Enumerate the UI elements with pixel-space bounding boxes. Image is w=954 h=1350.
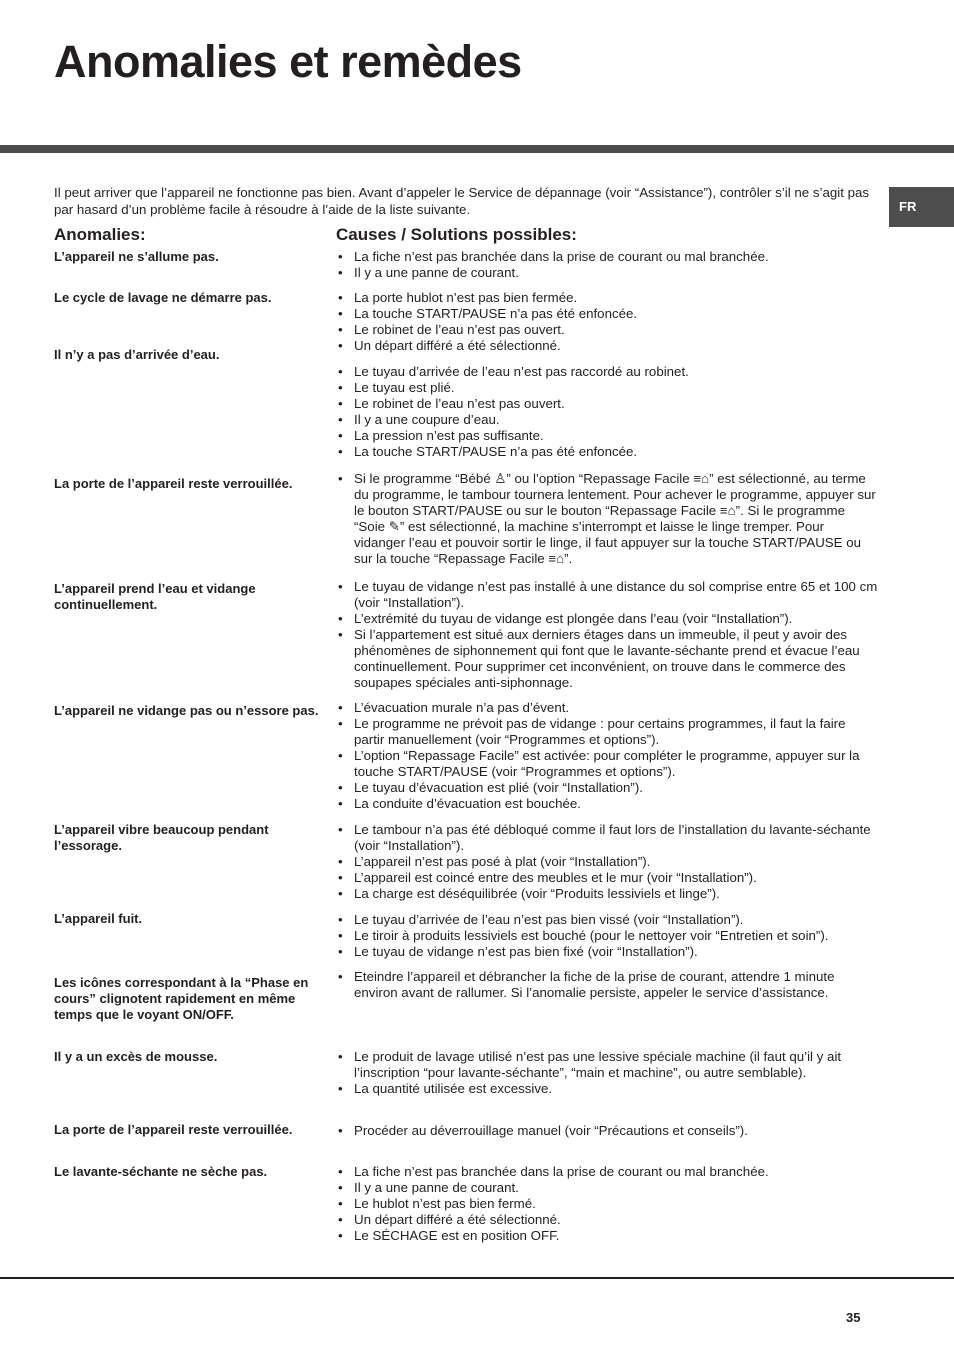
cause-item: • Un départ différé a été sélectionné.	[338, 338, 561, 353]
language-tab: FR	[889, 187, 954, 227]
cause-item: • Le SÉCHAGE est en position OFF.	[338, 1228, 560, 1243]
anomaly-label: Il n’y a pas d’arrivée d’eau.	[54, 347, 220, 362]
causes-heading: Causes / Solutions possibles:	[336, 225, 577, 244]
causes-list	[336, 579, 878, 691]
cause-item: • Le robinet de l’eau n’est pas ouvert.	[338, 322, 565, 337]
anomaly-label: L’appareil ne vidange pas ou n’essore pas.	[54, 703, 319, 718]
causes-list	[336, 700, 878, 812]
cause-item: • Si l’appartement est situé aux derniers étages dans un immeuble, il peut y avoir des phénomènes de siphonnement qui font que le lavante-séchante prend et évacue l’eau continuellement. Pour supprimer cet inconvénient, on trouve dans le commerce des soupapes spéciales anti-siphonnage.	[338, 627, 860, 690]
cause-item: • Le programme ne prévoit pas de vidange : pour certains programmes, il faut la faire partir manuellement (voir “Programmes et options”).	[338, 716, 846, 747]
cause-item: • Le tuyau d’évacuation est plié (voir “Installation”).	[338, 780, 643, 795]
causes-list	[336, 822, 878, 902]
cause-item: • L’extrémité du tuyau de vidange est plongée dans l’eau (voir “Installation”).	[338, 611, 793, 626]
cause-item: • Le tuyau de vidange n’est pas installé à une distance du sol comprise entre 65 et 100 cm (voir “Installation”).	[338, 579, 878, 610]
cause-item: • Le tambour n’a pas été débloqué comme il faut lors de l’installation du lavante-séchante (voir “Installation”).	[338, 822, 871, 853]
causes-list	[336, 364, 878, 460]
page-number: 35	[846, 1310, 861, 1325]
cause-item: • La charge est déséquilibrée (voir “Produits lessiviels et linge”).	[338, 886, 720, 901]
cause-item: • Le hublot n’est pas bien fermé.	[338, 1196, 536, 1211]
footer-rule	[0, 1277, 954, 1279]
anomaly-label: Il y a un excès de mousse.	[54, 1049, 218, 1064]
cause-item: • La porte hublot n’est pas bien fermée.	[338, 290, 578, 305]
cause-item: • La fiche n’est pas branchée dans la prise de courant ou mal branchée.	[338, 1164, 769, 1179]
cause-item: • La conduite d’évacuation est bouchée.	[338, 796, 581, 811]
cause-item: • L’appareil est coincé entre des meubles et le mur (voir “Installation”).	[338, 870, 757, 885]
anomaly-label: La porte de l’appareil reste verrouillée.	[54, 476, 293, 491]
anomaly-label: L’appareil prend l’eau et vidange continuellement.	[54, 581, 256, 612]
cause-item: • Il y a une panne de courant.	[338, 265, 519, 280]
cause-item: • L’option “Repassage Facile” est activée: pour compléter le programme, appuyer sur la touche START/PAUSE (voir “Programmes et options”).	[338, 748, 860, 779]
cause-item: • La quantité utilisée est excessive.	[338, 1081, 553, 1096]
causes-list	[336, 290, 878, 354]
anomaly-label: L’appareil ne s’allume pas.	[54, 249, 219, 264]
cause-item: • La touche START/PAUSE n’a pas été enfoncée.	[338, 444, 638, 459]
anomaly-label: L’appareil vibre beaucoup pendant l’essorage.	[54, 822, 269, 853]
cause-item: • La pression n’est pas suffisante.	[338, 428, 544, 443]
cause-item: • Le tuyau d’arrivée de l’eau n’est pas bien vissé (voir “Installation”).	[338, 912, 744, 927]
cause-item: • L’appareil n’est pas posé à plat (voir “Installation”).	[338, 854, 651, 869]
causes-list	[336, 1123, 878, 1139]
cause-item: • Si le programme “Bébé ♙” ou l’option “Repassage Facile ≡⌂” est sélectionné, au terme du programme, le tambour tournera lentement. Pour achever le programme, appuyer sur le bouton START/PAUSE ou sur le bouton “Repassage Facile ≡⌂”. Si le programme “Soie ✎” est sélectionné, la machine s’interrompt et laisse le linge tremper. Pour vidanger l’eau et pouvoir sortir le linge, il faut appuyer sur la touche START/PAUSE ou sur la touche “Repassage Facile ≡⌂”.	[338, 471, 876, 566]
cause-item: • Le tuyau de vidange n’est pas bien fixé (voir “Installation”).	[338, 944, 698, 959]
cause-item: • Le robinet de l’eau n’est pas ouvert.	[338, 396, 565, 411]
cause-item: • La touche START/PAUSE n’a pas été enfoncée.	[338, 306, 638, 321]
cause-item: • Eteindre l’appareil et débrancher la fiche de la prise de courant, attendre 1 minute environ avant de rallumer. Si l’anomalie persiste, appeler le service d’assistance.	[338, 969, 835, 1000]
intro-paragraph: Il peut arriver que l’appareil ne fonctionne pas bien. Avant d’appeler le Service de dépannage (voir “Assistance”), contrôler s’il ne s’agit pas par hasard d’un problème facile à résoudre à l’aide de la liste suivante.	[54, 185, 870, 217]
cause-item: • Un départ différé a été sélectionné.	[338, 1212, 561, 1227]
header-rule	[0, 145, 954, 153]
cause-item: • La fiche n’est pas branchée dans la prise de courant ou mal branchée.	[338, 249, 769, 264]
causes-list	[336, 969, 878, 1001]
causes-list	[336, 249, 878, 281]
cause-item: • Le produit de lavage utilisé n’est pas une lessive spéciale machine (il faut qu’il y ait l’inscription “pour lavante-séchante”, “main et machine”, ou autre semblable).	[338, 1049, 842, 1080]
cause-item: • L’évacuation murale n’a pas d’évent.	[338, 700, 570, 715]
cause-item: • Le tiroir à produits lessiviels est bouché (pour le nettoyer voir “Entretien et soin”).	[338, 928, 829, 943]
page-title: Anomalies et remèdes	[54, 36, 522, 87]
cause-item: • Procéder au déverrouillage manuel (voir “Précautions et conseils”).	[338, 1123, 748, 1138]
anomaly-label: Le cycle de lavage ne démarre pas.	[54, 290, 272, 305]
anomaly-label: La porte de l’appareil reste verrouillée.	[54, 1122, 293, 1137]
cause-item: • Le tuyau est plié.	[338, 380, 455, 395]
cause-item: • Le tuyau d’arrivée de l’eau n’est pas raccordé au robinet.	[338, 364, 689, 379]
anomaly-label: Le lavante-séchante ne sèche pas.	[54, 1164, 268, 1179]
anomaly-label: Les icônes correspondant à la “Phase en cours” clignotent rapidement en même temps que le voyant ON/OFF.	[54, 975, 309, 1022]
causes-list	[336, 1164, 878, 1244]
causes-list	[336, 912, 878, 960]
anomaly-label: L’appareil fuit.	[54, 911, 143, 926]
causes-list	[336, 471, 878, 567]
causes-list	[336, 1049, 878, 1097]
anomalies-heading: Anomalies:	[54, 225, 146, 244]
cause-item: • Il y a une coupure d’eau.	[338, 412, 500, 427]
cause-item: • Il y a une panne de courant.	[338, 1180, 519, 1195]
